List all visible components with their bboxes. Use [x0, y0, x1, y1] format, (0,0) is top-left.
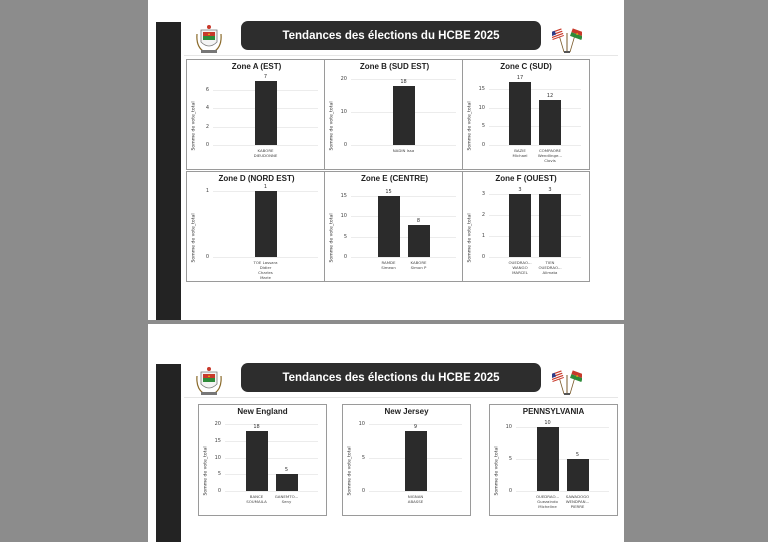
bar-category-label: BAZIE Michael — [512, 148, 528, 158]
coat-of-arms-icon — [195, 366, 223, 398]
chart-bar — [393, 86, 415, 145]
y-tick-label: 1 — [205, 188, 209, 195]
bar-category-label: KABORE Simon P — [410, 260, 427, 270]
report-page-1 — [148, 0, 624, 320]
bar-category-label: TIEN OUEDRAO... Alimata — [538, 260, 562, 275]
chart-bar — [255, 191, 277, 257]
y-tick-label: 0 — [205, 142, 209, 148]
y-axis-label: Somme de vote_total — [494, 446, 500, 496]
bar-value-label: 12 — [546, 93, 554, 100]
gridline — [351, 257, 456, 258]
gridline — [225, 424, 318, 425]
gridline — [225, 458, 318, 459]
bar-value-label: 5 — [284, 467, 289, 474]
y-tick-label: 15 — [214, 438, 221, 444]
y-tick-label: 5 — [343, 233, 347, 240]
bar-category-label: NIGNAN ABASSE — [407, 494, 424, 504]
y-tick-label: 20 — [214, 421, 221, 428]
chart-panel — [324, 171, 465, 282]
chart-title: New Jersey — [384, 407, 429, 416]
bar-category-label: RAMDE Simeon — [381, 260, 396, 270]
y-tick-label: 0 — [508, 488, 512, 494]
y-tick-label: 5 — [361, 454, 365, 461]
y-axis-label: Somme de vote_total — [467, 212, 473, 262]
gridline — [489, 215, 581, 216]
chart-title: Zone E (CENTRE) — [360, 174, 429, 183]
bar-category-label: TOE Lassara Didier Charles Marie — [253, 260, 278, 280]
report-title: Tendances des élections du HCBE 2025 — [241, 21, 541, 50]
y-tick-label: 5 — [217, 471, 221, 478]
bar-category-label: COMPAORE Wendlinge... Clovis — [537, 148, 563, 163]
bar-category-label: OUEDRAO... WANGO MARCEL — [508, 260, 532, 275]
y-tick-label: 15 — [478, 86, 485, 93]
chart-title: Zone D (NORD EST) — [218, 174, 295, 183]
gridline — [516, 459, 609, 460]
gridline — [225, 491, 318, 492]
y-axis-label: Somme de vote_total — [347, 446, 353, 496]
bar-category-label: GANEMTO... Seny — [274, 494, 299, 504]
y-tick-label: 10 — [478, 104, 485, 111]
chart-bar — [246, 431, 268, 491]
chart-bar — [539, 194, 561, 257]
y-tick-label: 0 — [481, 254, 485, 260]
y-tick-label: 10 — [358, 421, 365, 428]
y-axis-label: Somme de vote_total — [329, 100, 335, 150]
chart-bar — [255, 81, 277, 145]
y-tick-label: 2 — [481, 212, 485, 219]
chart-title: PENNSYLVANIA — [522, 407, 585, 416]
flags-icon — [552, 369, 582, 395]
y-tick-label: 10 — [505, 424, 512, 431]
chart-panel — [489, 404, 618, 516]
bar-category-label: KABORE DIEUDONNE — [253, 148, 278, 158]
chart-panel — [462, 59, 590, 170]
y-axis-label: Somme de vote_total — [203, 446, 209, 496]
bar-category-label: BANCE SOUMAILA — [246, 494, 267, 504]
gridline — [489, 194, 581, 195]
chart-bar — [405, 431, 427, 491]
y-tick-label: 0 — [217, 488, 221, 494]
bar-value-label: 18 — [400, 78, 407, 85]
bar-value-label: 15 — [385, 189, 392, 196]
header-divider — [184, 397, 618, 398]
chart-title: Zone C (SUD) — [500, 62, 552, 71]
gridline — [516, 427, 609, 428]
chart-panel — [186, 59, 327, 170]
gridline — [489, 126, 581, 127]
chart-bar — [539, 100, 561, 145]
chart-panel — [198, 404, 327, 516]
chart-bar — [378, 196, 400, 257]
gridline — [489, 108, 581, 109]
chart-title: Zone A (EST) — [231, 62, 282, 71]
gridline — [213, 257, 318, 258]
y-tick-label: 2 — [205, 123, 209, 130]
y-tick-label: 1 — [481, 233, 485, 240]
y-tick-label: 0 — [343, 254, 347, 260]
gridline — [213, 145, 318, 146]
chart-bar — [509, 194, 531, 257]
gridline — [369, 491, 462, 492]
gridline — [489, 89, 581, 90]
bar-value-label: 3 — [518, 187, 522, 194]
gridline — [489, 236, 581, 237]
gridline — [225, 441, 318, 442]
bar-value-label: 5 — [575, 452, 580, 459]
bar-category-label: OUEDRAO... Guezaindo Micheline — [535, 494, 560, 509]
y-tick-label: 10 — [340, 109, 347, 116]
y-tick-label: 10 — [340, 213, 347, 220]
chart-bar — [408, 225, 430, 257]
bar-value-label: 10 — [544, 420, 551, 427]
gridline — [489, 145, 581, 146]
y-tick-label: 15 — [340, 193, 347, 200]
chart-bar — [509, 82, 531, 145]
y-tick-label: 0 — [361, 488, 365, 494]
side-bar — [156, 364, 181, 542]
gridline — [351, 145, 456, 146]
bar-value-label: 3 — [548, 187, 552, 194]
y-tick-label: 20 — [340, 76, 347, 83]
report-page-2 — [148, 324, 624, 542]
y-tick-label: 0 — [205, 254, 209, 260]
side-bar — [156, 22, 181, 320]
y-axis-label: Somme de vote_total — [191, 212, 197, 262]
gridline — [516, 491, 609, 492]
y-axis-label: Somme de vote_total — [329, 212, 335, 262]
y-tick-label: 10 — [214, 454, 221, 461]
chart-title: Zone F (OUEST) — [495, 174, 557, 183]
y-tick-label: 5 — [481, 123, 485, 130]
y-tick-label: 0 — [343, 142, 347, 148]
bar-value-label: 9 — [413, 424, 418, 430]
gridline — [225, 474, 318, 475]
bar-value-label: 7 — [263, 73, 268, 80]
chart-panel — [342, 404, 471, 516]
y-axis-label: Somme de vote_total — [467, 100, 473, 150]
bar-category-label: NADIN Issa — [392, 148, 415, 153]
chart-bar — [567, 459, 589, 491]
y-tick-label: 5 — [508, 456, 512, 463]
y-tick-label: 4 — [205, 105, 209, 112]
chart-title: New England — [237, 407, 288, 416]
chart-panel — [462, 171, 590, 282]
header-divider — [184, 55, 618, 56]
y-tick-label: 3 — [481, 191, 485, 198]
y-tick-label: 6 — [205, 86, 209, 93]
gridline — [351, 237, 456, 238]
gridline — [489, 257, 581, 258]
flags-icon — [552, 27, 582, 53]
report-title: Tendances des élections du HCBE 2025 — [241, 363, 541, 392]
y-axis-label: Somme de vote_total — [191, 100, 197, 150]
bar-value-label: 8 — [416, 217, 421, 224]
coat-of-arms-icon — [195, 24, 223, 56]
bar-category-label: SAWADOGO WENDPAN... PIERRE — [565, 494, 590, 509]
gridline — [351, 196, 456, 197]
chart-bar — [537, 427, 559, 491]
chart-panel — [324, 59, 465, 170]
chart-bar — [276, 474, 298, 491]
bar-value-label: 17 — [516, 74, 524, 81]
bar-value-label: 1 — [263, 184, 268, 191]
bar-value-label: 18 — [253, 424, 260, 430]
chart-panel — [186, 171, 327, 282]
y-tick-label: 0 — [481, 142, 485, 148]
chart-title: Zone B (SUD EST) — [359, 62, 430, 71]
